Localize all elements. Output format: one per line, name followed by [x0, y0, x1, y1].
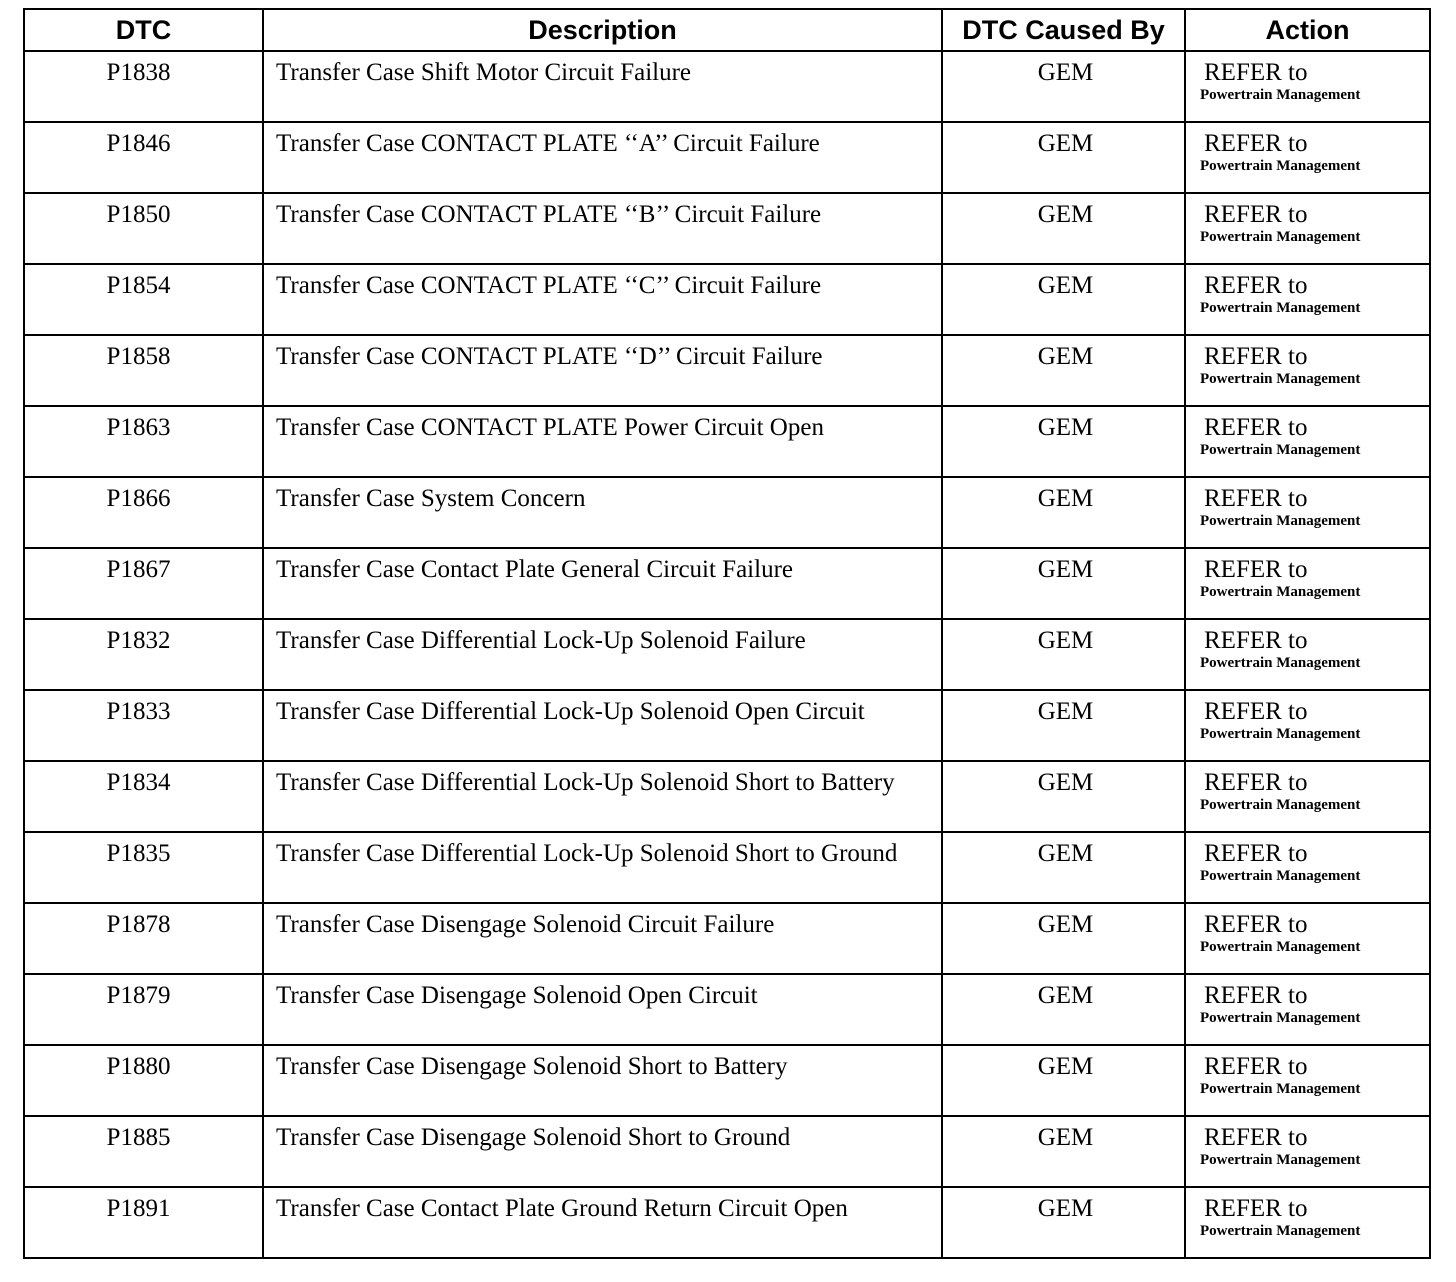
dtc-code: P1885 — [24, 1116, 263, 1187]
dtc-code: P1846 — [24, 122, 263, 193]
dtc-action — [1185, 51, 1430, 122]
action-refer: REFER to — [1204, 1124, 1308, 1151]
dtc-caused-by: GEM — [942, 335, 1185, 406]
dtc-code: P1835 — [24, 832, 263, 903]
dtc-description: Transfer Case CONTACT PLATE ‘‘D’’ Circuit Failure — [263, 335, 942, 406]
action-reference: Powertrain Management — [1200, 655, 1361, 671]
dtc-caused-by: GEM — [942, 974, 1185, 1045]
dtc-code: P1863 — [24, 406, 263, 477]
dtc-action — [1185, 832, 1430, 903]
table-row — [24, 619, 1430, 690]
dtc-code: P1878 — [24, 903, 263, 974]
action-reference: Powertrain Management — [1200, 87, 1361, 103]
dtc-action — [1185, 619, 1430, 690]
action-reference: Powertrain Management — [1200, 726, 1361, 742]
action-refer: REFER to — [1204, 130, 1308, 157]
table-row — [24, 1045, 1430, 1116]
header-description: Description — [263, 9, 942, 51]
dtc-action — [1185, 1116, 1430, 1187]
dtc-code: P1833 — [24, 690, 263, 761]
table-row — [24, 974, 1430, 1045]
header-row — [24, 9, 1430, 51]
dtc-code: P1834 — [24, 761, 263, 832]
dtc-caused-by: GEM — [942, 51, 1185, 122]
dtc-description: Transfer Case CONTACT PLATE Power Circuit Open — [263, 406, 942, 477]
dtc-action — [1185, 1045, 1430, 1116]
table-row — [24, 406, 1430, 477]
dtc-action — [1185, 548, 1430, 619]
dtc-description: Transfer Case Differential Lock-Up Solenoid Short to Battery — [263, 761, 942, 832]
table-row — [24, 51, 1430, 122]
action-reference: Powertrain Management — [1200, 584, 1361, 600]
dtc-description: Transfer Case Disengage Solenoid Circuit Failure — [263, 903, 942, 974]
action-refer: REFER to — [1204, 1195, 1308, 1222]
dtc-description: Transfer Case Differential Lock-Up Solenoid Failure — [263, 619, 942, 690]
dtc-description: Transfer Case Contact Plate Ground Return Circuit Open — [263, 1187, 942, 1258]
action-refer: REFER to — [1204, 272, 1308, 299]
action-reference: Powertrain Management — [1200, 513, 1361, 529]
table-row — [24, 903, 1430, 974]
action-refer: REFER to — [1204, 840, 1308, 867]
action-reference: Powertrain Management — [1200, 797, 1361, 813]
dtc-code: P1880 — [24, 1045, 263, 1116]
action-refer: REFER to — [1204, 343, 1308, 370]
dtc-caused-by: GEM — [942, 406, 1185, 477]
action-refer: REFER to — [1204, 982, 1308, 1009]
dtc-action — [1185, 122, 1430, 193]
action-refer: REFER to — [1204, 556, 1308, 583]
table-row — [24, 548, 1430, 619]
dtc-description: Transfer Case Shift Motor Circuit Failure — [263, 51, 942, 122]
dtc-code: P1854 — [24, 264, 263, 335]
table-row — [24, 477, 1430, 548]
action-refer: REFER to — [1204, 698, 1308, 725]
dtc-caused-by: GEM — [942, 477, 1185, 548]
dtc-action — [1185, 335, 1430, 406]
dtc-action — [1185, 903, 1430, 974]
dtc-action — [1185, 193, 1430, 264]
table-row — [24, 690, 1430, 761]
dtc-code: P1867 — [24, 548, 263, 619]
dtc-action — [1185, 406, 1430, 477]
dtc-action — [1185, 264, 1430, 335]
dtc-code: P1866 — [24, 477, 263, 548]
dtc-table-container — [23, 8, 1429, 1259]
action-refer: REFER to — [1204, 911, 1308, 938]
table-row — [24, 761, 1430, 832]
dtc-code: P1850 — [24, 193, 263, 264]
dtc-caused-by: GEM — [942, 122, 1185, 193]
dtc-description: Transfer Case Disengage Solenoid Short to Battery — [263, 1045, 942, 1116]
dtc-caused-by: GEM — [942, 1045, 1185, 1116]
table-row — [24, 264, 1430, 335]
table-row — [24, 193, 1430, 264]
dtc-description: Transfer Case Disengage Solenoid Short to Ground — [263, 1116, 942, 1187]
dtc-table — [23, 8, 1431, 1259]
table-body — [24, 51, 1430, 1258]
action-refer: REFER to — [1204, 414, 1308, 441]
dtc-code: P1858 — [24, 335, 263, 406]
dtc-caused-by: GEM — [942, 690, 1185, 761]
action-refer: REFER to — [1204, 627, 1308, 654]
dtc-code: P1832 — [24, 619, 263, 690]
action-refer: REFER to — [1204, 769, 1308, 796]
dtc-action — [1185, 690, 1430, 761]
action-reference: Powertrain Management — [1200, 371, 1361, 387]
action-refer: REFER to — [1204, 201, 1308, 228]
action-refer: REFER to — [1204, 485, 1308, 512]
dtc-caused-by: GEM — [942, 264, 1185, 335]
action-reference: Powertrain Management — [1200, 300, 1361, 316]
table-row — [24, 122, 1430, 193]
table-header — [24, 9, 1430, 51]
dtc-action — [1185, 761, 1430, 832]
dtc-caused-by: GEM — [942, 548, 1185, 619]
dtc-action — [1185, 974, 1430, 1045]
header-action: Action — [1185, 9, 1430, 51]
dtc-caused-by: GEM — [942, 193, 1185, 264]
dtc-description: Transfer Case Differential Lock-Up Solenoid Short to Ground — [263, 832, 942, 903]
dtc-code: P1891 — [24, 1187, 263, 1258]
dtc-description: Transfer Case CONTACT PLATE ‘‘C’’ Circuit Failure — [263, 264, 942, 335]
dtc-code: P1838 — [24, 51, 263, 122]
dtc-description: Transfer Case Differential Lock-Up Solenoid Open Circuit — [263, 690, 942, 761]
dtc-caused-by: GEM — [942, 761, 1185, 832]
dtc-code: P1879 — [24, 974, 263, 1045]
action-reference: Powertrain Management — [1200, 1152, 1361, 1168]
dtc-caused-by: GEM — [942, 1187, 1185, 1258]
dtc-description: Transfer Case Disengage Solenoid Open Circuit — [263, 974, 942, 1045]
action-reference: Powertrain Management — [1200, 1010, 1361, 1026]
action-reference: Powertrain Management — [1200, 939, 1361, 955]
action-reference: Powertrain Management — [1200, 442, 1361, 458]
action-reference: Powertrain Management — [1200, 1081, 1361, 1097]
dtc-action — [1185, 1187, 1430, 1258]
dtc-action — [1185, 477, 1430, 548]
table-row — [24, 335, 1430, 406]
table-row — [24, 1116, 1430, 1187]
action-reference: Powertrain Management — [1200, 229, 1361, 245]
action-reference: Powertrain Management — [1200, 158, 1361, 174]
action-reference: Powertrain Management — [1200, 868, 1361, 884]
action-reference: Powertrain Management — [1200, 1223, 1361, 1239]
dtc-caused-by: GEM — [942, 619, 1185, 690]
dtc-description: Transfer Case System Concern — [263, 477, 942, 548]
dtc-description: Transfer Case CONTACT PLATE ‘‘B’’ Circuit Failure — [263, 193, 942, 264]
header-caused-by: DTC Caused By — [942, 9, 1185, 51]
dtc-description: Transfer Case CONTACT PLATE ‘‘A’’ Circuit Failure — [263, 122, 942, 193]
action-refer: REFER to — [1204, 59, 1308, 86]
dtc-description: Transfer Case Contact Plate General Circuit Failure — [263, 548, 942, 619]
action-refer: REFER to — [1204, 1053, 1308, 1080]
header-dtc: DTC — [24, 9, 263, 51]
table-row — [24, 1187, 1430, 1258]
dtc-caused-by: GEM — [942, 832, 1185, 903]
dtc-caused-by: GEM — [942, 903, 1185, 974]
table-row — [24, 832, 1430, 903]
dtc-caused-by: GEM — [942, 1116, 1185, 1187]
